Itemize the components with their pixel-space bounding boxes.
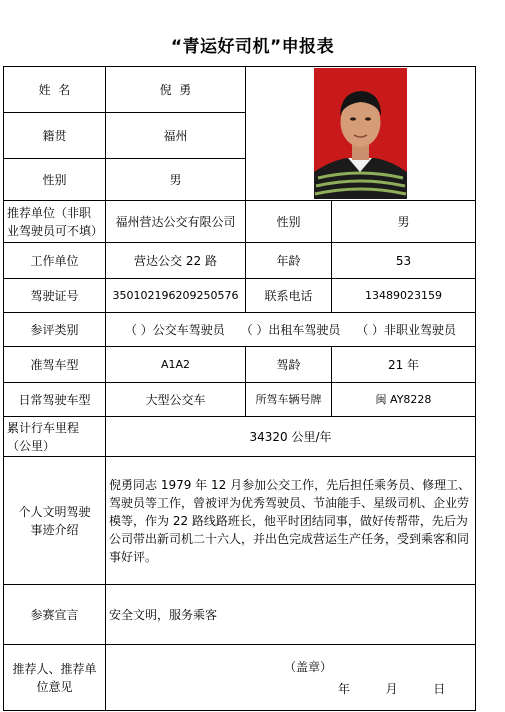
opinion-cell [106, 645, 476, 711]
pledge-label: 参赛宣言 [4, 585, 106, 645]
recommender-unit-label: 推荐单位（非职业驾驶员可不填） [4, 201, 106, 243]
gender-value: 男 [106, 159, 246, 201]
applicant-photo [314, 68, 407, 199]
daily-vehicle-value: 大型公交车 [106, 383, 246, 417]
category-option-taxi[interactable]: （ ）出租车驾驶员 [240, 322, 341, 337]
category-option-nonprofessional[interactable]: （ ）非职业驾驶员 [356, 322, 457, 337]
intro-label: 个人文明驾驶事迹介绍 [4, 457, 106, 585]
opinion-label: 推荐人、推荐单位意见 [4, 645, 106, 711]
native-place-label: 籍贯 [4, 113, 106, 159]
intro-text: 倪勇同志 1979 年 12 月参加公交工作，先后担任乘务员、修理工、驾驶员等工作，曾被评为优秀驾驶员、节油能手、星级司机、企业劳模等，作为 22 路线路班长，他平时团结同事，做好传帮带，先后为公司带出新司机二十六人，并出色完成营运生产任务，受到乘客和同事好评。 [106, 457, 476, 585]
gender2-value: 男 [332, 201, 476, 243]
driving-years-label: 驾龄 [246, 347, 332, 383]
name-value: 倪 勇 [106, 67, 246, 113]
application-form-table [3, 66, 476, 711]
category-option-bus[interactable]: （ ）公交车驾驶员 [124, 322, 225, 337]
vehicle-class-label: 准驾车型 [4, 347, 106, 383]
license-no-value: 350102196209250576 [106, 279, 246, 313]
gender-label: 性别 [4, 159, 106, 201]
work-unit-label: 工作单位 [4, 243, 106, 279]
recommender-unit-value: 福州营达公交有限公司 [106, 201, 246, 243]
pledge-text: 安全文明，服务乘客 [106, 585, 476, 645]
license-no-label: 驾驶证号 [4, 279, 106, 313]
vehicle-class-value: A1A2 [106, 347, 246, 383]
work-unit-value: 营达公交 22 路 [106, 243, 246, 279]
form-title: “青运好司机”申报表 [170, 37, 335, 57]
phone-label: 联系电话 [246, 279, 332, 313]
age-value: 53 [332, 243, 476, 279]
plate-label: 所驾车辆号牌 [246, 383, 332, 417]
seal-text: （盖章） [284, 659, 333, 674]
name-label: 姓 名 [4, 67, 106, 113]
photo-cell [246, 67, 476, 201]
native-place-value: 福州 [106, 113, 246, 159]
category-options [106, 313, 476, 347]
plate-value: 闽 AY8228 [332, 383, 476, 417]
mileage-value: 34320 公里/年 [106, 417, 476, 457]
category-label: 参评类别 [4, 313, 106, 347]
phone-value: 13489023159 [332, 279, 476, 313]
mileage-label: 累计行车里程（公里） [4, 417, 106, 457]
daily-vehicle-label: 日常驾驶车型 [4, 383, 106, 417]
driving-years-value: 21 年 [332, 347, 476, 383]
date-text: 年 月 日 [338, 681, 446, 696]
age-label: 年龄 [246, 243, 332, 279]
gender2-label: 性别 [246, 201, 332, 243]
